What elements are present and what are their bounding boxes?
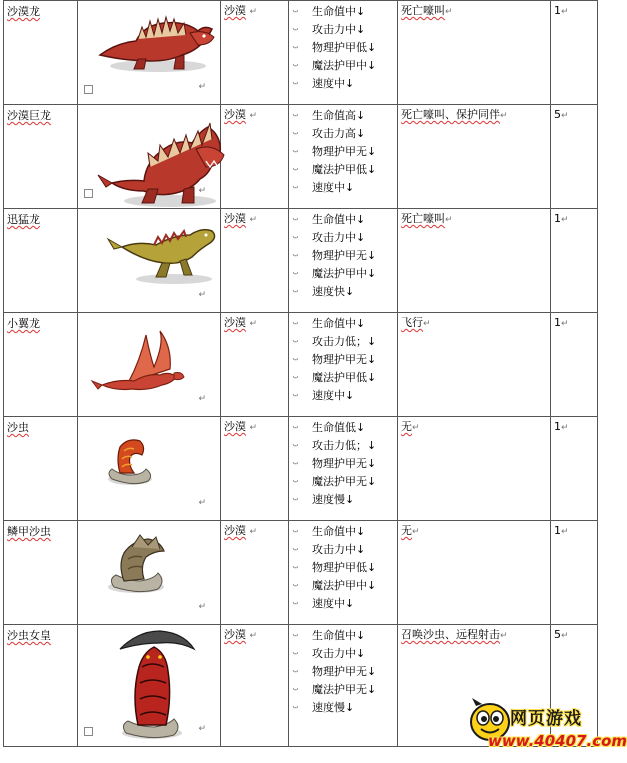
count-cell — [551, 417, 598, 521]
paragraph-mark-icon: ↵ — [561, 423, 569, 433]
bullet-icon: ·-· — [292, 477, 298, 487]
stat-line: ·-· 物理护甲低↓ — [289, 39, 397, 57]
bullet-icon: ·-· — [292, 165, 298, 175]
image-cell — [78, 209, 221, 313]
ability-label: 无 — [401, 420, 412, 433]
count-cell — [551, 313, 598, 417]
bullet-icon: ·-· — [292, 79, 298, 89]
paragraph-mark-icon: ↵ — [198, 82, 206, 92]
name-cell — [4, 209, 78, 313]
bullet-icon: ·-· — [292, 43, 298, 53]
paragraph-mark-icon: ↵ — [249, 111, 258, 121]
name-cell — [4, 1, 78, 105]
stat-line: ·-· 物理护甲无↓ — [289, 247, 397, 265]
image-cell — [78, 521, 221, 625]
stat-line: ·-· 生命值中↓ — [289, 211, 397, 229]
stats-cell — [289, 521, 398, 625]
stat-line: ·-· 魔法护甲中↓ — [289, 57, 397, 75]
bullet-icon: ·-· — [292, 147, 298, 157]
paragraph-mark-icon: ↵ — [198, 290, 206, 300]
table-row — [4, 1, 598, 105]
bullet-icon: ·-· — [292, 269, 298, 279]
ability-label: 死亡嚎叫、保护同伴 — [401, 108, 500, 121]
paragraph-mark-icon: ↵ — [500, 111, 508, 121]
paragraph-mark-icon: ↵ — [500, 631, 508, 641]
bullet-icon: ·-· — [292, 287, 298, 297]
stat-line: ·-· 速度慢↓ — [289, 491, 397, 509]
bullet-icon: ·-· — [292, 667, 298, 677]
stat-line: ·-· 攻击力低；↓ — [289, 333, 397, 351]
paragraph-mark-icon: ↵ — [412, 423, 420, 433]
count-value: 1 — [554, 212, 561, 225]
stat-line: ·-· 攻击力中↓ — [289, 229, 397, 247]
paragraph-mark-icon: ↵ — [249, 7, 258, 17]
paragraph-mark-icon: ↵ — [445, 215, 453, 225]
monster-name: 小翼龙 — [7, 317, 40, 330]
terrain-label: 沙漠 — [224, 108, 246, 121]
paragraph-mark-icon: ↵ — [249, 631, 258, 641]
stat-line: ·-· 物理护甲无↓ — [289, 143, 397, 161]
stat-line: ·-· 魔法护甲中↓ — [289, 577, 397, 595]
count-value: 1 — [554, 316, 561, 329]
image-cell — [78, 1, 221, 105]
checkbox-icon — [84, 85, 93, 94]
stat-line: ·-· 生命值中↓ — [289, 627, 397, 645]
paragraph-mark-icon: ↵ — [561, 7, 569, 17]
bullet-icon: ·-· — [292, 563, 298, 573]
stat-line: ·-· 速度慢↓ — [289, 699, 397, 717]
stat-line: ·-· 攻击力高↓ — [289, 125, 397, 143]
paragraph-mark-icon: ↵ — [249, 423, 258, 433]
bullet-icon: ·-· — [292, 527, 298, 537]
bullet-icon: ·-· — [292, 581, 298, 591]
bullet-icon: ·-· — [292, 233, 298, 243]
stat-line: ·-· 物理护甲无↓ — [289, 455, 397, 473]
table-row — [4, 521, 598, 625]
paragraph-mark-icon: ↵ — [249, 527, 258, 537]
ability-label: 召唤沙虫、远程射击 — [401, 628, 500, 641]
ability-label: 死亡嚎叫 — [401, 4, 445, 17]
paragraph-mark-icon: ↵ — [198, 394, 206, 404]
paragraph-mark-icon: ↵ — [249, 215, 258, 225]
terrain-label: 沙漠 — [224, 316, 246, 329]
paragraph-mark-icon: ↵ — [198, 498, 206, 508]
bullet-icon: ·-· — [292, 215, 298, 225]
bullet-icon: ·-· — [292, 319, 298, 329]
paragraph-mark-icon: ↵ — [198, 186, 206, 196]
name-cell — [4, 521, 78, 625]
bullet-icon: ·-· — [292, 545, 298, 555]
monster-name: 沙漠巨龙 — [7, 109, 51, 122]
name-cell — [4, 313, 78, 417]
bullet-icon: ·-· — [292, 459, 298, 469]
bullet-icon: ·-· — [292, 111, 298, 121]
paragraph-mark-icon: ↵ — [561, 215, 569, 225]
bullet-icon: ·-· — [292, 685, 298, 695]
terrain-cell — [221, 105, 289, 209]
monster-name: 迅猛龙 — [7, 213, 40, 226]
terrain-cell — [221, 1, 289, 105]
terrain-cell — [221, 625, 289, 747]
paragraph-mark-icon: ↵ — [412, 527, 420, 537]
count-value: 1 — [554, 4, 561, 17]
bullet-icon: ·-· — [292, 129, 298, 139]
stat-line: ·-· 物理护甲无↓ — [289, 351, 397, 369]
stat-line: ·-· 物理护甲无↓ — [289, 663, 397, 681]
bullet-icon: ·-· — [292, 61, 298, 71]
bullet-icon: ·-· — [292, 7, 298, 17]
bullet-icon: ·-· — [292, 599, 298, 609]
table-row — [4, 209, 598, 313]
bullet-icon: ·-· — [292, 373, 298, 383]
stat-line: ·-· 攻击力中↓ — [289, 541, 397, 559]
image-cell — [78, 313, 221, 417]
site-logo — [466, 696, 627, 760]
monster-name: 鳞甲沙虫 — [7, 525, 51, 538]
count-cell — [551, 521, 598, 625]
stat-line: ·-· 速度中↓ — [289, 595, 397, 613]
stat-line: ·-· 魔法护甲低↓ — [289, 161, 397, 179]
ability-label: 死亡嚎叫 — [401, 212, 445, 225]
paragraph-mark-icon: ↵ — [445, 7, 453, 17]
name-cell — [4, 417, 78, 521]
stats-cell — [289, 417, 398, 521]
ability-label: 飞行 — [401, 316, 423, 329]
stats-cell — [289, 313, 398, 417]
stats-cell — [289, 1, 398, 105]
ability-label: 无 — [401, 524, 412, 537]
bullet-icon: ·-· — [292, 337, 298, 347]
stats-cell — [289, 625, 398, 747]
name-cell — [4, 625, 78, 747]
terrain-cell — [221, 417, 289, 521]
paragraph-mark-icon: ↵ — [561, 631, 569, 641]
stat-line: ·-· 魔法护甲中↓ — [289, 265, 397, 283]
bullet-icon: ·-· — [292, 251, 298, 261]
stat-line: ·-· 物理护甲低↓ — [289, 559, 397, 577]
ability-cell — [398, 417, 551, 521]
bullet-icon: ·-· — [292, 631, 298, 641]
stats-cell — [289, 105, 398, 209]
ability-cell — [398, 209, 551, 313]
count-cell — [551, 1, 598, 105]
monster-table — [3, 0, 598, 747]
count-value: 1 — [554, 420, 561, 433]
stat-line: ·-· 生命值中↓ — [289, 315, 397, 333]
checkbox-icon — [84, 727, 93, 736]
bullet-icon: ·-· — [292, 355, 298, 365]
terrain-label: 沙漠 — [224, 628, 246, 641]
terrain-label: 沙漠 — [224, 420, 246, 433]
table-row — [4, 313, 598, 417]
monster-name: 沙漠龙 — [7, 5, 40, 18]
count-value: 5 — [554, 108, 561, 121]
paragraph-mark-icon: ↵ — [249, 319, 258, 329]
stat-line: ·-· 攻击力中↓ — [289, 645, 397, 663]
terrain-cell — [221, 209, 289, 313]
stat-line: ·-· 生命值低↓ — [289, 419, 397, 437]
monster-name: 沙虫女皇 — [7, 629, 51, 642]
bullet-icon: ·-· — [292, 649, 298, 659]
terrain-label: 沙漠 — [224, 4, 246, 17]
image-cell — [78, 105, 221, 209]
stat-line: ·-· 魔法护甲无↓ — [289, 473, 397, 491]
checkbox-icon — [84, 189, 93, 198]
ability-cell — [398, 105, 551, 209]
stats-cell — [289, 209, 398, 313]
logo-url: www.40407.com — [488, 732, 627, 750]
ability-cell — [398, 313, 551, 417]
image-cell — [78, 625, 221, 747]
paragraph-mark-icon: ↵ — [561, 527, 569, 537]
terrain-label: 沙漠 — [224, 524, 246, 537]
bullet-icon: ·-· — [292, 391, 298, 401]
stat-line: ·-· 速度中↓ — [289, 75, 397, 93]
stat-line: ·-· 魔法护甲无↓ — [289, 681, 397, 699]
paragraph-mark-icon: ↵ — [423, 319, 431, 329]
bullet-icon: ·-· — [292, 183, 298, 193]
name-cell — [4, 105, 78, 209]
bullet-icon: ·-· — [292, 703, 298, 713]
terrain-cell — [221, 313, 289, 417]
stat-line: ·-· 攻击力低；↓ — [289, 437, 397, 455]
paragraph-mark-icon: ↵ — [198, 602, 206, 612]
table-row — [4, 105, 598, 209]
monster-name: 沙虫 — [7, 421, 29, 434]
terrain-cell — [221, 521, 289, 625]
image-cell — [78, 417, 221, 521]
count-cell — [551, 105, 598, 209]
table-row — [4, 417, 598, 521]
bullet-icon: ·-· — [292, 495, 298, 505]
count-cell — [551, 209, 598, 313]
paragraph-mark-icon: ↵ — [198, 724, 206, 734]
bullet-icon: ·-· — [292, 423, 298, 433]
paragraph-mark-icon: ↵ — [561, 111, 569, 121]
count-value: 1 — [554, 524, 561, 537]
bullet-icon: ·-· — [292, 441, 298, 451]
stat-line: ·-· 生命值中↓ — [289, 523, 397, 541]
paragraph-mark-icon: ↵ — [561, 319, 569, 329]
ability-cell — [398, 521, 551, 625]
count-value: 5 — [554, 628, 561, 641]
stat-line: ·-· 生命值中↓ — [289, 3, 397, 21]
stat-line: ·-· 速度中↓ — [289, 387, 397, 405]
terrain-label: 沙漠 — [224, 212, 246, 225]
stat-line: ·-· 生命值高↓ — [289, 107, 397, 125]
ability-cell — [398, 1, 551, 105]
bullet-icon: ·-· — [292, 25, 298, 35]
logo-title: 网页游戏 — [510, 709, 582, 729]
stat-line: ·-· 魔法护甲低↓ — [289, 369, 397, 387]
stat-line: ·-· 速度快↓ — [289, 283, 397, 301]
stat-line: ·-· 攻击力中↓ — [289, 21, 397, 39]
stat-line: ·-· 速度中↓ — [289, 179, 397, 197]
